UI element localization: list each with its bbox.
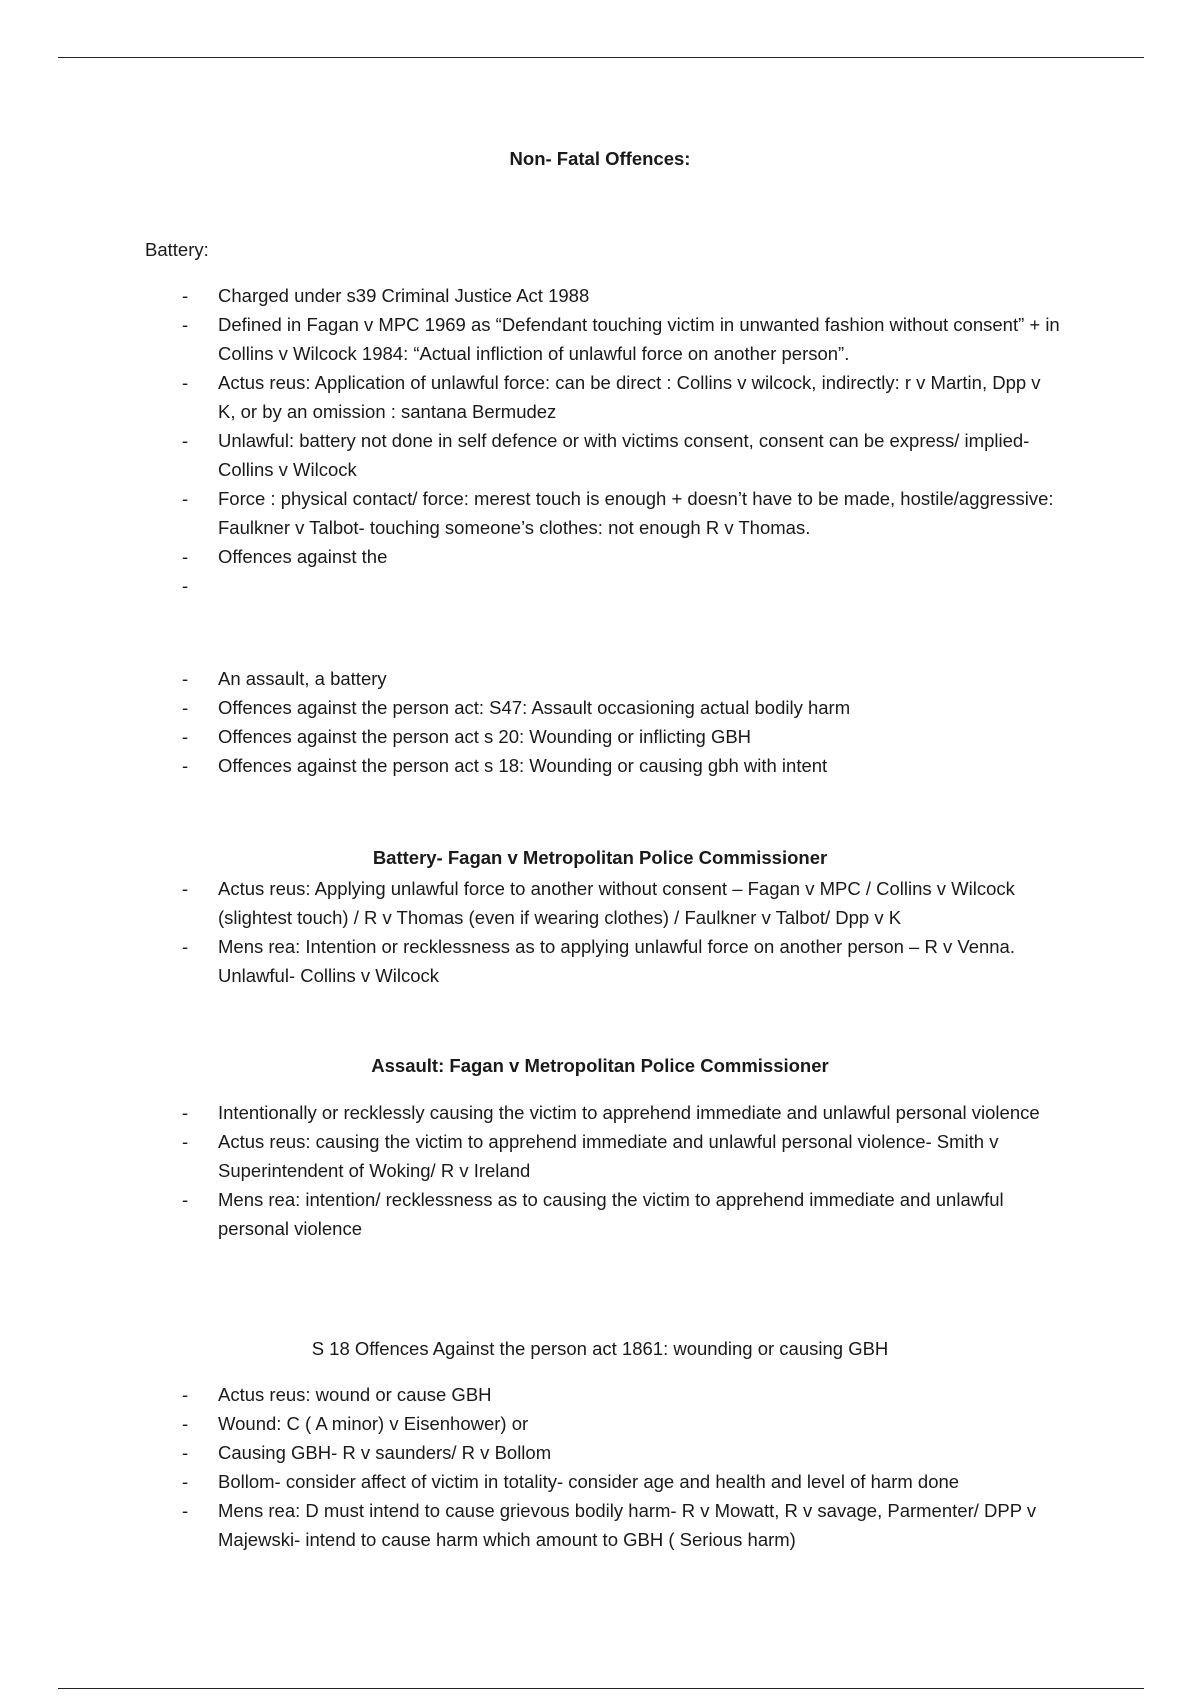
dash-bullet: - — [182, 285, 189, 306]
list-item: - Offences against the person act s 20: Wounding or inflicting GBH — [0, 722, 1200, 751]
dash-bullet: - — [182, 755, 189, 776]
list-item: - Wound: C ( A minor) v Eisenhower) or — [0, 1409, 1200, 1438]
battery-heading: Battery: — [145, 239, 209, 260]
list-item-empty — [0, 571, 1200, 600]
list-item: - Actus reus: causing the victim to apprehend immediate and unlawful personal violence- Smith v Superintendent of Woking/ R v Ireland — [0, 1127, 1200, 1185]
dash-bullet: - — [182, 575, 189, 596]
list-item: - Offences against the — [0, 542, 1200, 571]
list-item: - Actus reus: Applying unlawful force to another without consent – Fagan v MPC / Collins v Wilcock (slightest touch) / R v Thomas (even if wearing clothes) / Faulkner v Talbot/ Dpp v K — [0, 874, 1200, 932]
dash-bullet: - — [182, 1471, 189, 1492]
dash-bullet: - — [182, 668, 189, 689]
dash-bullet: - — [182, 1102, 189, 1123]
list-item: - Mens rea: D must intend to cause grievous bodily harm- R v Mowatt, R v savage, Parmenter/ DPP v Majewski- intend to cause harm which amount to GBH ( Serious harm) — [0, 1496, 1200, 1554]
dash-bullet: - — [182, 726, 189, 747]
dash-bullet: - — [182, 878, 189, 899]
dash-bullet: - — [182, 936, 189, 957]
list-item: - Bollom- consider affect of victim in totality- consider age and health and level of harm done — [0, 1467, 1200, 1496]
list-item: - Charged under s39 Criminal Justice Act 1988 — [0, 281, 1200, 310]
dash-bullet: - — [182, 430, 189, 451]
assault-fagan-heading: Assault: Fagan v Metropolitan Police Commissioner — [371, 1055, 829, 1076]
list-item: - Offences against the person act: S47: Assault occasioning actual bodily harm — [0, 693, 1200, 722]
dash-bullet: - — [182, 1413, 189, 1434]
dash-bullet: - — [182, 1442, 189, 1463]
dash-bullet: - — [182, 372, 189, 393]
dash-bullet: - — [182, 697, 189, 718]
battery-fagan-list — [0, 874, 1200, 990]
s18-list — [0, 1380, 1200, 1554]
list-item: - Actus reus: Application of unlawful force: can be direct : Collins v wilcock, indirectly: r v Martin, Dpp v K, or by an omission : santana Bermudez — [0, 368, 1200, 426]
dash-bullet: - — [182, 546, 189, 567]
list-item: - Force : physical contact/ force: merest touch is enough + doesn’t have to be made, hostile/aggressive: Faulkner v Talbot- touching someone’s clothes: not enough R v Thomas. — [0, 484, 1200, 542]
dash-bullet: - — [182, 488, 189, 509]
bottom-rule — [58, 1688, 1144, 1689]
list-item: - Mens rea: intention/ recklessness as to causing the victim to apprehend immediate and unlawful personal violence — [0, 1185, 1200, 1243]
dash-bullet: - — [182, 1384, 189, 1405]
battery-fagan-heading: Battery- Fagan v Metropolitan Police Commissioner — [372, 847, 828, 868]
s18-heading: S 18 Offences Against the person act 1861: wounding or causing GBH — [311, 1338, 889, 1359]
top-rule — [58, 57, 1144, 58]
battery-list — [0, 281, 1200, 600]
list-item: - Offences against the person act s 18: Wounding or causing gbh with intent — [0, 751, 1200, 780]
list-item: - Mens rea: Intention or recklessness as to applying unlawful force on another person – R v Venna. Unlawful- Collins v Wilcock — [0, 932, 1200, 990]
offences-list — [0, 664, 1200, 780]
dash-bullet: - — [182, 314, 189, 335]
page-title: Non- Fatal Offences: — [509, 148, 691, 169]
dash-bullet: - — [182, 1500, 189, 1521]
list-item: - Unlawful: battery not done in self defence or with victims consent, consent can be express/ implied- Collins v Wilcock — [0, 426, 1200, 484]
list-item: - An assault, a battery — [0, 664, 1200, 693]
list-item: - Actus reus: wound or cause GBH — [0, 1380, 1200, 1409]
dash-bullet: - — [182, 1131, 189, 1152]
assault-fagan-list — [0, 1098, 1200, 1243]
list-item: - Intentionally or recklessly causing the victim to apprehend immediate and unlawful personal violence — [0, 1098, 1200, 1127]
list-item: - Defined in Fagan v MPC 1969 as “Defendant touching victim in unwanted fashion without consent” + in Collins v Wilcock 1984: “Actual infliction of unlawful force on another person”. — [0, 310, 1200, 368]
list-item: - Causing GBH- R v saunders/ R v Bollom — [0, 1438, 1200, 1467]
dash-bullet: - — [182, 1189, 189, 1210]
